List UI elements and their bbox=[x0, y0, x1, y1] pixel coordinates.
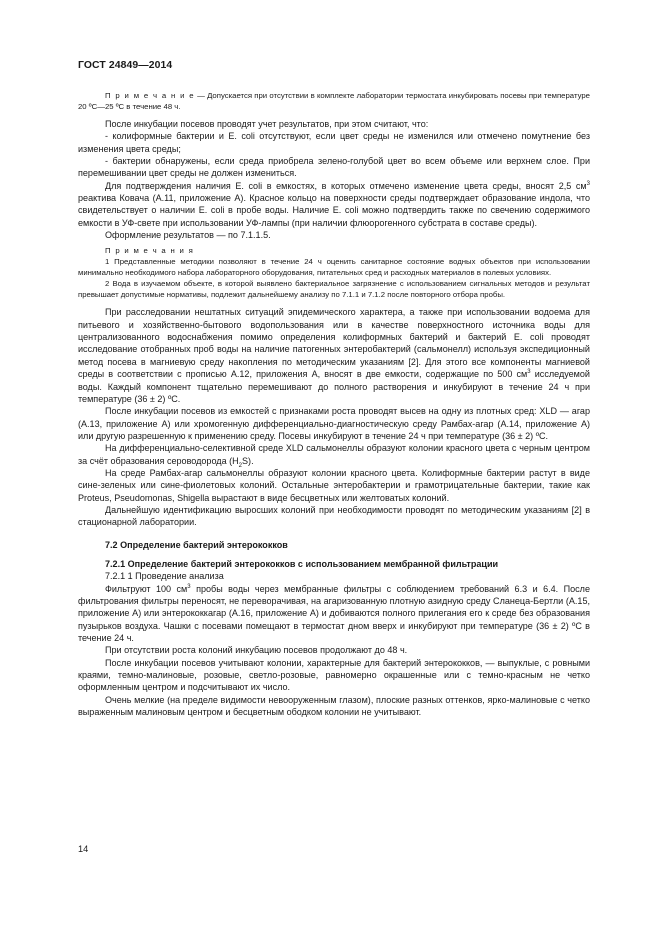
note-item-2: 2 Вода в изучаемом объекте, в которой выявлено бактериальное загрязнение с использованием сигнальных методов и результат превышает допустимые нормативы, подлежит дальнейшему анализу по 7.1.1 и 7.1.2 после повторного отбора пробы. bbox=[78, 279, 590, 300]
paragraph-excluded-colonies: Очень мелкие (на пределе видимости невооруженным глазом), плоские разных оттенков, ярко-малиновые с четко выраженным малиновым центром и бесцветным ободком колонии не учитывают. bbox=[78, 694, 590, 718]
list-item-absent: - колиформные бактерии и E. coli отсутствуют, если цвет среды не изменился или отмечено помутнение без изменения цвета среды; bbox=[78, 131, 590, 154]
page-content bbox=[78, 90, 590, 718]
list-item-detected: - бактерии обнаружены, если среда приобрела зелено-голубой цвет во всем объеме или верхнем слое. При перемешивании цвет среды не должен измениться. bbox=[78, 156, 590, 179]
section-heading-7-2: 7.2 Определение бактерий энтерококков bbox=[105, 539, 288, 550]
paragraph-rambach-agar: На среде Рамбах-агар сальмонеллы образуют колонии красного цвета. Колиформные бактерии растут в виде сине-зеленых или сине-фиолетовых колоний. Остальные энтеробактерии и грамотрицательные бактерии, такие как Proteus, Pseudomonas, Shigella вырастают в виде бесцветных или желтоватых колоний. bbox=[78, 467, 590, 503]
paragraph-results-intro: После инкубации посевов проводят учет результатов, при этом считают, что: bbox=[105, 119, 429, 129]
page-number: 14 bbox=[78, 844, 89, 854]
paragraph-kovacs-test: Для подтверждения наличия E. coli в емкостях, в которых отмечено изменение цвета среды, вносят 2,5 $см^3$ реактива Ковача (А.11, приложение А). Красное кольцо на поверхности среды подтверждает образование индола, что свидетельствует о наличии E. coli в пробе воды. Наличие E. coli можно подтвердить также по свечению содержимого емкости в УФ-свете при использовании УФ-лампы (при наличии флюорогенного субстрата в составе среды). bbox=[78, 180, 590, 228]
paragraph-emergency-investigation: При расследовании нештатных ситуаций эпидемического характера, а также при использовании водоема для питьевого и хозяйственно-бытового водопользования или в качестве поверхностного источника воды для централизованного водоснабжения помимо определения колиформных бактерий и бактерий E. coli проводят исследование отобранных проб воды на наличие патогенных энтеробактерий (сальмонелл) используя экспедиционный метод посева в магниевую среду накопления по методическим указаниям [2]. Для этого все компоненты магниевой среды в соответствии с прописью А.12, приложения А, вносят в две емкости, содержащие по 500 $см^3$ исследуемой воды. Каждый компонент тщательно перемешивают до полного растворения и инкубируют в течение 24 ч при температуре (36 ± 2) ºС. bbox=[78, 307, 590, 404]
paragraph-membrane-filtration: Фильтруют 100 $см^3$ пробы воды через мембранные фильтры с соблюдением требований 6.3 и 6.4. После фильтрования фильтры переносят, не переворачивая, на агаризованную плотную азидную среду Сланеца-Бертли (А.15, приложение А) или энтерококкагар (А.16, приложение А) и добиваются полного прилегания его к среде без образования пузырьков воздуха. Чашки с посевами помещают в термостат дном вверх и инкубируют при температуре (36 ± 2) ºС в течение 24 ч. bbox=[78, 583, 590, 644]
note-temperature: П р и м е ч а н и е — Допускается при отсутствии в комплекте лаборатории термостата инкубировать посевы при температуре 20 ºС—25 ºС в течение 48 ч. bbox=[78, 91, 590, 111]
notes-title: П р и м е ч а н и я bbox=[105, 246, 195, 256]
paragraph-further-identification: Дальнейшую идентификацию выросших колоний при необходимости проводят по методическим указаниям [2] в стационарной лаборатории. bbox=[78, 504, 590, 528]
paragraph-extended-incubation: При отсутствии роста колоний инкубацию посевов продолжают до 48 ч. bbox=[105, 645, 408, 656]
standard-code-header: ГОСТ 24849—2014 bbox=[78, 60, 173, 71]
paragraph-xld-medium: На дифференциально-селективной среде XLD сальмонеллы образуют колонии красного цвета с черным центром за счёт образования сероводорода $(H_2S)$. bbox=[78, 443, 590, 469]
subsection-heading-7-2-1: 7.2.1 Определение бактерий энтерококков с использованием мембранной фильтрации bbox=[105, 558, 499, 569]
note-item-1: 1 Представленные методики позволяют в течение 24 ч оценить санитарное состояние водных объектов при использовании минимально необходимого набора лабораторного оборудования, питательных сред и расходных материалов в полевых условиях. bbox=[78, 257, 590, 278]
paragraph-plating: После инкубации посевов из емкостей с признаками роста проводят высев на одну из плотных сред: XLD — агар (А.13, приложение А) или хромогенную дифференциально-диагностическую среду Рамбах-агар (А.14, приложение А) или другую разрешенную к применению среду. Посевы инкубируют в течение 24 ч при температуре (36 ± 2) ºС. bbox=[78, 406, 590, 441]
paragraph-results-formatting: Оформление результатов — по 7.1.1.5. bbox=[105, 230, 271, 241]
paragraph-colony-counting: После инкубации посевов учитывают колонии, характерные для бактерий энтерококков, — выпуклые, с ровными краями, темно-малиновые, розовые, светло-розовые, равномерно окрашенные или с темно-красным не четко оформленным центром и подсчитывают их число. bbox=[78, 657, 590, 693]
clause-heading-7-2-1-1: 7.2.1 1 Проведение анализа bbox=[105, 571, 224, 582]
